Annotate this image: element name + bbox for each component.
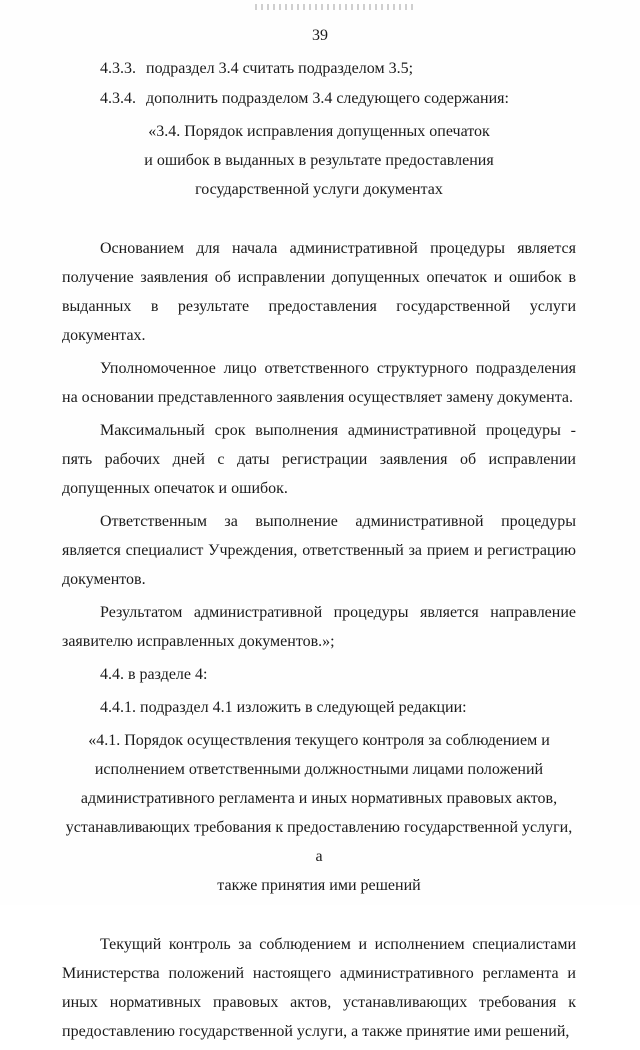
paragraph-result: Результатом административной процедуры является направление заявителю исправленных документов.»;	[62, 604, 576, 650]
list-item-4-3-4	[62, 87, 576, 111]
item-4-4-1: 4.4.1. подраздел 4.1 изложить в следующей редакции:	[100, 699, 467, 716]
heading-line: и ошибок в выданных в результате предоставления	[144, 152, 494, 169]
heading-line: административного регламента и иных нормативных правовых актов,	[80, 790, 558, 807]
paragraph-authorized-person: Уполномоченное лицо ответственного структурного подразделения на основании представленного заявления осуществляет замену документа.	[62, 360, 576, 406]
item-number: 4.3.3.	[100, 60, 136, 77]
item-4-4: 4.4. в разделе 4:	[100, 666, 208, 683]
scan-artifact	[255, 4, 415, 10]
paragraph-max-term: Максимальный срок выполнения административной процедуры - пять рабочих дней с даты регистрации заявления об исправлении допущенных опечаток и ошибок.	[62, 422, 576, 497]
heading-line: исполнением ответственными должностными лицами положений	[94, 761, 544, 778]
heading-line: «4.1. Порядок осуществления текущего контроля за соблюдением и	[88, 732, 550, 749]
document-body	[62, 57, 576, 1050]
item-text: дополнить подразделом 3.4 следующего содержания:	[146, 90, 509, 107]
page-number: 39	[312, 27, 328, 44]
paragraph-basis: Основанием для начала административной процедуры является получение заявления об исправлении допущенных опечаток и ошибок в выданных в результате предоставления государственной услуги документах.	[62, 240, 576, 344]
item-number: 4.3.4.	[100, 90, 136, 107]
heading-line: «3.4. Порядок исправления допущенных опечаток	[148, 123, 490, 140]
spacer	[62, 204, 576, 234]
heading-line: также принятия ими решений	[217, 877, 421, 894]
paragraph-current-control: Текущий контроль за соблюдением и исполнением специалистами Министерства положений настоящего административного регламента и иных нормативных правовых актов, устанавливающих требования к предоставлению государственной услуги, а также принятие ими решений,	[62, 936, 576, 1040]
section-4-1-heading	[62, 726, 576, 900]
item-text: подраздел 3.4 считать подразделом 3.5;	[146, 60, 414, 77]
section-3-4-heading	[62, 117, 576, 204]
heading-line: государственной услуги документах	[195, 181, 443, 198]
paragraph-responsible: Ответственным за выполнение административной процедуры является специалист Учреждения, ответственный за прием и регистрацию документов.	[62, 513, 576, 588]
list-item-4-3-3	[62, 57, 576, 81]
heading-line: устанавливающих требования к предоставлению государственной услуги, а	[65, 819, 573, 865]
